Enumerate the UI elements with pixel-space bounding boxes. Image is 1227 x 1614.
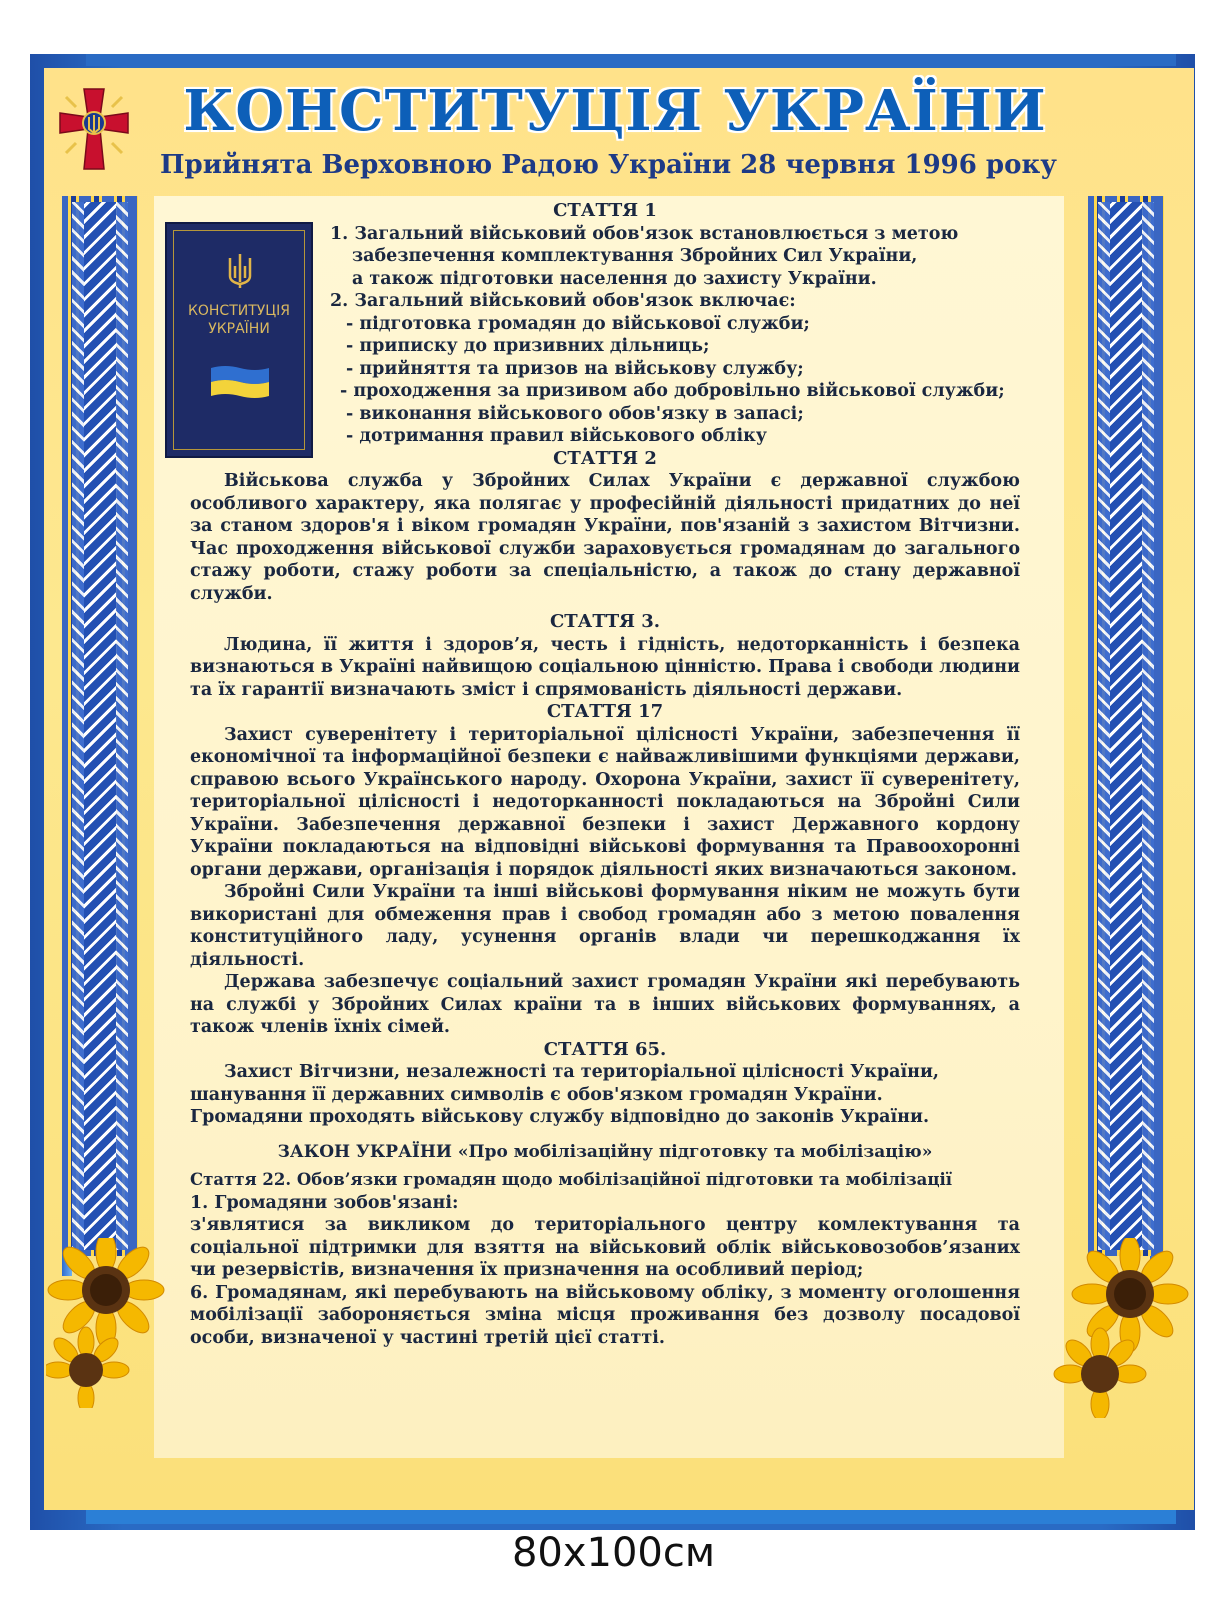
article17-p1: Захист суверенітету і територіальної цілісності України, забезпечення її економічної та інформаційної безпеки є найважливішими функціями держави, справою всього Українського народу. Охорона України, захист її суверенітету, територіальної цілісності і недоторканності покладаються на Збройні Сили України. Забезпечення державної безпеки і захист Державного кордону України покладаються на відповідні військові формування та Правоохоронні органи держави, організація і порядок діяльності яких визначаються законом. <box>190 724 1020 880</box>
left-ornament-band <box>62 196 138 1256</box>
article3-text: Людина, її життя і здоров’я, честь і гідність, недоторканність і безпека визнаються в Україні найвищою соціальною цінністю. Права і свободи людини та їх гарантії визначають зміст і спрямованість діяльності держави. <box>190 634 1020 700</box>
law-heading: ЗАКОН УКРАЇНИ «Про мобілізаційну підготовку та мобілізацію» <box>277 1141 933 1162</box>
book-title-line2: УКРАЇНИ <box>208 321 270 337</box>
sunflower-right-icon <box>1040 1238 1190 1418</box>
article1-item: - проходження за призивом або добровільно військової служби; <box>340 381 1005 401</box>
article65-line2: шанування її державних символів є обов'язком громадян України. <box>190 1084 883 1105</box>
article1-item: - дотримання правил військового обліку <box>346 426 768 446</box>
constitution-text <box>190 200 1020 1349</box>
article1-p1-line2: забезпечення комплектування Збройних Сил України, <box>352 246 918 266</box>
article3-heading: СТАТТЯ 3. <box>549 611 661 632</box>
law-point6: 6. Громадянам, які перебувають на військовому обліку, з моменту оголошення мобілізації забороняється зміна місця проживання без дозволу посадової особи, визначеної у частині третій цієї статті. <box>190 1282 1020 1348</box>
article17-heading: СТАТТЯ 17 <box>546 701 664 722</box>
article65-line1: Захист Вітчизни, незалежності та територіальної цілісності України, <box>224 1062 940 1082</box>
size-caption: 80x100см <box>511 1530 716 1576</box>
page-title: КОНСТИТУЦІЯ УКРАЇНИ <box>183 78 1047 144</box>
article1-p2: 2. Загальний військовий обов'язок включає: <box>330 291 796 311</box>
article2-text: Військова служба у Збройних Силах України є державної службою особливого характеру, яка полягає у професійній діяльності придатних до неї за станом здоров'я і віком громадян України, пов'язаній з захистом Вітчизни. Час проходження військової служби зараховується громадянам до загального стажу роботи, стажу роботи за спеціальністю, а також до стану державної служби. <box>190 471 1020 604</box>
top-stripe <box>86 54 1176 66</box>
bottom-stripe <box>86 1510 1176 1524</box>
article1-item: - прийняття та призов на військову службу; <box>346 358 804 379</box>
article65-line3: Громадяни проходять військову службу відповідно до законів України. <box>190 1107 930 1127</box>
book-title-line1: КОНСТИТУЦІЯ <box>187 303 291 319</box>
article65-heading: СТАТТЯ 65. <box>543 1038 667 1060</box>
article17-p2: Збройні Сили України та інші військові формування ніким не можуть бути використані для обмеження прав і свобод громадян або з метою повалення конституційного ладу, усунення органів влади чи перешкоджання їх діяльності. <box>190 882 1020 970</box>
article1-heading: СТАТТЯ 1 <box>553 200 657 221</box>
sunflower-left-icon <box>46 1238 176 1408</box>
article1-item: - виконання військового обов'язку в запасі; <box>346 403 804 424</box>
article1-item: - підготовка громадян до військової служби; <box>346 313 810 334</box>
article1-p1-line3: а також підготовки населення до захисту України. <box>352 268 877 289</box>
law-point1: 1. Громадяни зобов'язані: <box>190 1192 459 1213</box>
law-article-title: Стаття 22. Обов’язки громадян щодо мобілізаційної підготовки та мобілізації <box>190 1170 953 1189</box>
navy-emblem-icon <box>58 84 130 174</box>
article17-p3: Держава забезпечує соціальний захист громадян України які перебувають на службі у Збройних Силах країни та в інших військових формуваннях, а також членів їхніх сімей. <box>190 972 1020 1037</box>
article1-p1-line1: 1. Загальний військовий обов'язок встановлюється з метою <box>330 223 959 244</box>
law-point1-text: з'являтися за викликом до територіального центру комлектування та соціальної підтримки для взяття на військовий облік військовозобов’язаних чи резервістів, визначення їх призначення на особливий період; <box>190 1215 1020 1280</box>
article1-item: - приписку до призивних дільниць; <box>346 336 710 356</box>
right-ornament-band <box>1088 196 1164 1256</box>
page-subtitle: Прийнята Верховною Радою України 28 червня 1996 року <box>160 150 1057 180</box>
article2-heading: СТАТТЯ 2 <box>553 447 657 469</box>
